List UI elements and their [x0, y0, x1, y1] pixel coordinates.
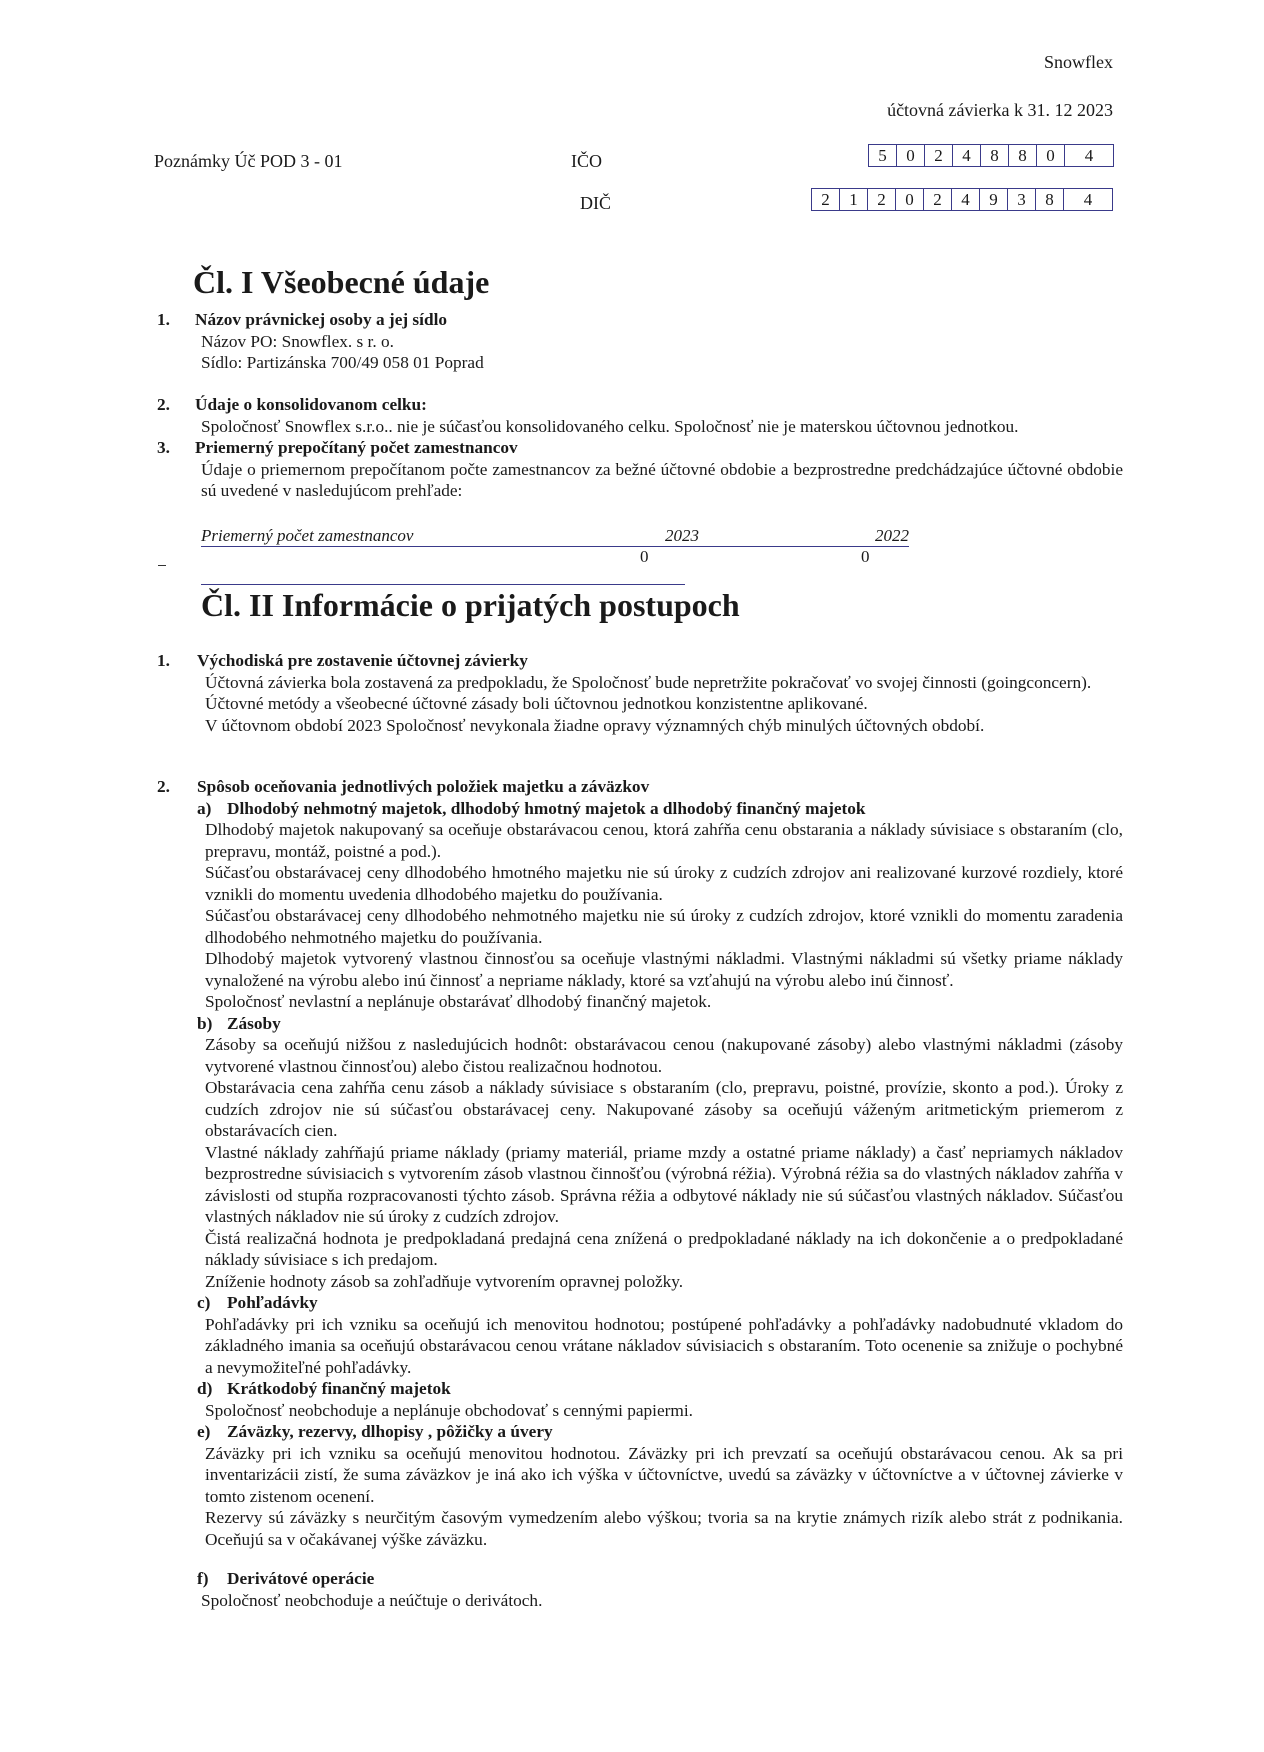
paragraph: Účtovná závierka bola zostavená za predpokladu, že Spoločnosť bude nepretržite pokračovať vo svojej činnosti (goingconcern). [205, 672, 1092, 692]
item-title: Údaje o konsolidovanom celku: [195, 395, 427, 414]
paragraph: V účtovnom období 2023 Spoločnosť nevykonala žiadne opravy významných chýb minulých účtovných období. [205, 715, 985, 735]
item-title: Spôsob oceňovania jednotlivých položiek majetku a záväzkov [197, 777, 650, 796]
paragraph: Dlhodobý majetok nakupovaný sa oceňuje obstarávacou cenou, ktorá zahŕňa cenu obstarania a náklady súvisiace s obstaraním (clo, prepravu, montáž, poistné a pod.). [205, 820, 1123, 861]
paragraph: Súčasťou obstarávacej ceny dlhodobého nehmotného majetku nie sú úroky z cudzích zdrojov, ktoré vznikli do momentu zaradenia dlhodobého nehmotného majetku do používania. [205, 906, 1123, 947]
item-line: Sídlo: Partizánska 700/49 058 01 Poprad [201, 353, 484, 372]
value-2022: 0 [861, 547, 870, 566]
value-2023: 0 [640, 547, 649, 566]
subsection-d [197, 1378, 1123, 1400]
s1-item-3 [157, 437, 1123, 502]
item-title: Priemerný prepočítaný počet zamestnancov [195, 438, 518, 457]
item-title: Názov právnickej osoby a jej sídlo [195, 310, 448, 329]
item-title: Východiská pre zostavenie účtovnej závierky [197, 651, 528, 670]
sub-letter: e) [197, 1422, 211, 1441]
paragraph: Obstarávacia cena zahŕňa cenu zásob a náklady súvisiace s obstaraním (clo, prepravu, poistné, provízie, skonto a pod.). Úroky z cudzích zdrojov nie sú súčasťou obstarávacej ceny. Nakupované zásoby sa oceňujú váženým aritmetickým priemerom z obstarávacích cien. [205, 1078, 1123, 1140]
sub-title: Záväzky, rezervy, dlhopisy , pôžičky a úvery [227, 1422, 553, 1441]
item-line: Názov PO: Snowflex. s r. o. [201, 331, 394, 351]
item-line: Údaje o priemernom prepočítanom počte zamestnancov za bežné účtovné obdobie a bezprostredne predchádzajúce účtovné obdobie sú uvedené v nasledujúcom prehľade: [201, 459, 1123, 500]
dic-digit: 2 [868, 189, 896, 210]
s1-item-2 [157, 394, 1123, 437]
form-code: Poznámky Úč POD 3 - 01 [154, 151, 343, 171]
sub-title: Pohľadávky [227, 1293, 318, 1312]
paragraph: Spoločnosť neobchoduje a neplánuje obchodovať s cennými papiermi. [205, 1400, 693, 1420]
paragraph: Zásoby sa oceňujú nižšou z nasledujúcich hodnôt: obstarávacou cenou (nakupované zásoby) alebo vlastnými nákladmi (zásoby vytvorené vlastnou činnosťou) alebo čistou realizačnou hodnotou. [205, 1035, 1123, 1076]
paragraph: Pohľadávky pri ich vzniku sa oceňujú ich menovitou hodnotou; postúpené pohľadávky a pohľadávky nadobudnuté vkladom do základného imania sa oceňujú obstarávacou cenou vrátane nákladov súvisiacich s obstaraním. Toto ocenenie sa znižuje o pochybné a nevymožiteľné pohľadávky. [205, 1314, 1123, 1377]
table-year-2022: 2022 [875, 526, 909, 545]
paragraph: Spoločnosť neobchoduje a neúčtuje o derivátoch. [201, 1590, 543, 1610]
sub-title: Dlhodobý nehmotný majetok, dlhodobý hmotný majetok a dlhodobý finančný majetok [227, 798, 866, 818]
paragraph: Spoločnosť nevlastní a neplánuje obstarávať dlhodobý finančný majetok. [205, 992, 712, 1011]
ico-digit: 4 [1084, 146, 1094, 165]
ico-digit: 0 [1037, 145, 1065, 166]
dic-digit: 3 [1008, 189, 1036, 210]
dic-digit: 4 [952, 189, 980, 210]
sub-letter: d) [197, 1379, 213, 1398]
sub-letter: b) [197, 1013, 213, 1033]
sub-title: Krátkodobý finančný majetok [227, 1379, 451, 1398]
table-label: Priemerný počet zamestnancov [201, 526, 414, 545]
divider [201, 584, 685, 585]
ico-digit: 4 [953, 145, 981, 166]
paragraph: Rezervy sú záväzky s neurčitým časovým vymedzením alebo výškou; tvoria sa na krytie známych rizík alebo strát z podnikania. Oceňujú sa v očakávanej výške záväzku. [205, 1508, 1123, 1549]
ico-boxes [868, 144, 1114, 167]
sub-letter: c) [197, 1293, 211, 1312]
item-line: Spoločnosť Snowflex s.r.o.. nie je súčasťou konsolidovaného celku. Spoločnosť nie je materskou účtovnou jednotkou. [201, 416, 1019, 436]
ico-digit: 2 [925, 145, 953, 166]
ico-digit: 8 [1009, 145, 1037, 166]
item-number: 1. [157, 310, 170, 329]
item-number: 3. [157, 438, 170, 457]
dic-digit: 2 [924, 189, 952, 210]
company-name: Snowflex [1044, 52, 1113, 72]
item-number: 1. [157, 651, 170, 670]
dic-boxes [811, 188, 1113, 211]
subsection-c [197, 1292, 1123, 1314]
ico-digit: 0 [897, 145, 925, 166]
paragraph: Vlastné náklady zahŕňajú priame náklady (priamy materiál, priame mzdy a ostatné priame náklady) a časť nepriamych nákladov bezprostredne súvisiacich s vytvorením zásob vlastnou činnošťou (výrobná réžia). Výrobná réžia sa do vlastných nákladov zahŕňa v závislosti od stupňa rozpracovanosti týchto zásob. Správna réžia a odbytové náklady nie sú súčasťou vlastných nákladov. Súčasťou vlastných nákladov nie sú úroky z cudzích zdrojov. [205, 1142, 1123, 1226]
dic-digit: 9 [980, 189, 1008, 210]
paragraph: Dlhodobý majetok vytvorený vlastnou činnosťou sa oceňuje vlastnými nákladmi. Vlastnými nákladmi sú všetky priame náklady vynaložené na výrobu alebo inú činnosť a nepriame náklady, ktoré sa vzťahujú na výrobu alebo inú činnosť. [205, 949, 1123, 990]
item-number: 2. [157, 777, 170, 796]
paragraph: Čistá realizačná hodnota je predpokladaná predajná cena znížená o predpokladané náklady na ich dokončenie a o predpokladané náklady súvisiace s ich predajom. [205, 1228, 1123, 1269]
employee-table-header [201, 524, 909, 547]
paragraph: Zníženie hodnoty zásob sa zohľadňuje vytvorením opravnej položky. [205, 1271, 684, 1291]
subsection-e [197, 1421, 1123, 1443]
section-1-title: Čl. I Všeobecné údaje [193, 264, 490, 300]
section-2-title: Čl. II Informácie o prijatých postupoch [201, 587, 740, 623]
paragraph: Záväzky pri ich vzniku sa oceňujú menovitou hodnotou. Záväzky pri ich prevzatí sa oceňujú obstarávacou cenou. Ak sa pri inventarizácii zistí, že suma záväzkov je iná ako ich výška v účtovníctve, uvedú sa záväzky v účtovníctve a v účtovnej závierke v tomto zistenom ocenení. [205, 1443, 1123, 1506]
subsection-f [197, 1568, 1123, 1590]
dic-digit: 0 [896, 189, 924, 210]
item-number: 2. [157, 395, 170, 414]
dic-digit: 8 [1036, 189, 1064, 210]
s2-item-2 [157, 776, 1123, 1611]
sub-title: Derivátové operácie [227, 1569, 375, 1588]
paragraph: Účtovné metódy a všeobecné účtovné zásady boli účtovnou jednotkou konzistentne aplikované. [205, 694, 868, 713]
dic-label: DIČ [580, 193, 611, 213]
s1-item-1 [157, 309, 1123, 374]
ico-digit: 8 [981, 145, 1009, 166]
dic-digit: 4 [1083, 190, 1093, 209]
dic-digit: 2 [812, 189, 840, 210]
ico-label: IČO [571, 151, 602, 171]
statement-date: účtovná závierka k 31. 12 2023 [887, 100, 1113, 120]
table-year-2023: 2023 [665, 526, 699, 545]
dic-digit: 1 [840, 189, 868, 210]
ico-digit: 5 [869, 145, 897, 166]
sub-letter: a) [197, 798, 212, 818]
s2-item-1 [157, 650, 1123, 736]
subsection-b [197, 1013, 1123, 1035]
paragraph: Súčasťou obstarávacej ceny dlhodobého hmotného majetku nie sú úroky z cudzích zdrojov ani realizované kurzové rozdiely, ktoré vznikli do momentu uvedenia dlhodobého majetku do používania. [205, 863, 1123, 904]
sub-letter: f) [197, 1569, 209, 1588]
dash-mark [158, 565, 166, 566]
subsection-a [197, 798, 1123, 820]
sub-title: Zásoby [227, 1013, 281, 1033]
